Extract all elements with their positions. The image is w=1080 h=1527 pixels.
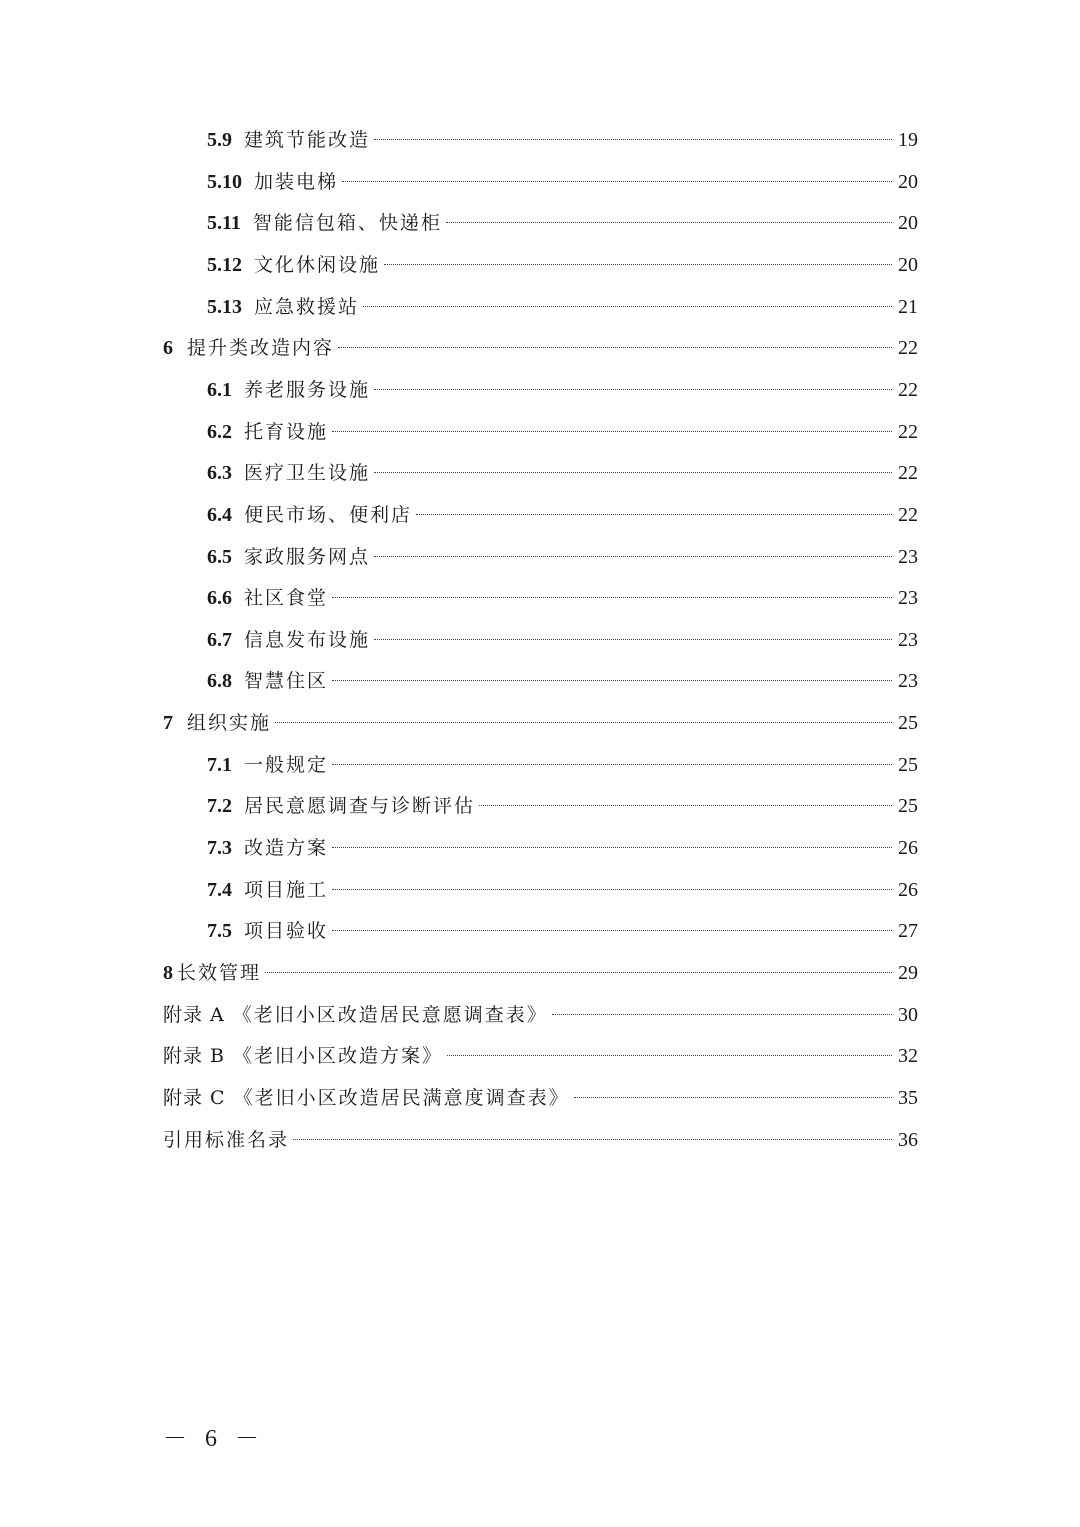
toc-entry-page: 22 bbox=[898, 420, 918, 443]
toc-entry-number: 6 bbox=[163, 337, 173, 360]
toc-entry-number: 6.5 bbox=[207, 545, 232, 568]
toc-entry-page: 29 bbox=[898, 962, 918, 984]
dot-leader bbox=[374, 639, 892, 640]
dot-leader bbox=[332, 431, 892, 432]
toc-entry-number: 5.10 bbox=[207, 170, 242, 193]
toc-entry[interactable] bbox=[207, 292, 918, 322]
toc-entry-title: 信息发布设施 bbox=[244, 628, 371, 651]
page-number: － 6 － bbox=[163, 1426, 265, 1452]
toc-entry-title: 项目施工 bbox=[244, 878, 329, 901]
dot-leader bbox=[293, 1139, 892, 1140]
toc-entry[interactable] bbox=[207, 750, 918, 780]
toc-entry[interactable] bbox=[207, 250, 918, 280]
toc-entry-title: 《老旧小区改造居民意愿调查表》 bbox=[232, 1003, 548, 1026]
toc-entry-number: 6.1 bbox=[207, 378, 232, 401]
toc-entry-page: 25 bbox=[898, 753, 918, 776]
toc-entry-page: 25 bbox=[898, 712, 918, 735]
toc-entry-title: 医疗卫生设施 bbox=[244, 462, 371, 485]
toc-entry-page: 36 bbox=[898, 1128, 918, 1151]
toc-entry-page: 26 bbox=[898, 878, 918, 901]
toc-entry-title: 提升类改造内容 bbox=[187, 337, 335, 360]
toc-entry[interactable] bbox=[207, 125, 918, 155]
toc-entry[interactable] bbox=[207, 417, 918, 447]
toc-entry-title: 《老旧小区改造居民满意度调查表》 bbox=[233, 1086, 570, 1109]
toc-entry[interactable] bbox=[207, 875, 918, 905]
toc-entry-page: 22 bbox=[898, 378, 918, 401]
dot-leader bbox=[446, 222, 892, 223]
toc-entry-page: 21 bbox=[898, 295, 918, 318]
toc-entry[interactable] bbox=[207, 583, 918, 613]
toc-entry-number: 7.5 bbox=[207, 920, 232, 943]
dot-leader bbox=[265, 972, 892, 973]
dot-leader bbox=[374, 472, 892, 473]
dot-leader bbox=[332, 847, 892, 848]
toc-entry-number: 5.12 bbox=[207, 253, 242, 276]
toc-entry[interactable] bbox=[163, 958, 918, 988]
toc-entry-title: 组织实施 bbox=[187, 712, 272, 735]
toc-entry-title: 居民意愿调查与诊断评估 bbox=[244, 795, 476, 818]
toc-entry-number: 7.1 bbox=[207, 753, 232, 776]
toc-entry[interactable] bbox=[207, 916, 918, 946]
toc-entry-title: 《老旧小区改造方案》 bbox=[233, 1045, 444, 1068]
toc-entry-title: 一般规定 bbox=[244, 753, 329, 776]
toc-entry-page: 20 bbox=[898, 253, 918, 276]
dot-leader bbox=[374, 556, 892, 557]
toc-entry[interactable] bbox=[207, 625, 918, 655]
dot-leader bbox=[416, 514, 892, 515]
toc-entry-page: 20 bbox=[898, 170, 918, 193]
toc-entry-number: 6.6 bbox=[207, 587, 232, 610]
dot-leader bbox=[447, 1055, 892, 1056]
toc-entry-number: 6.4 bbox=[207, 503, 232, 526]
dot-leader bbox=[363, 306, 892, 307]
toc-entry-page: 26 bbox=[898, 837, 918, 860]
toc-entry[interactable] bbox=[163, 333, 918, 363]
toc-entry-page: 22 bbox=[898, 462, 918, 485]
dot-leader bbox=[384, 264, 892, 265]
toc-entry[interactable] bbox=[163, 708, 918, 738]
toc-entry-title: 应急救援站 bbox=[254, 295, 360, 318]
toc-entry[interactable] bbox=[207, 791, 918, 821]
toc-entry-number: 附录 C bbox=[163, 1086, 226, 1109]
dot-leader bbox=[574, 1097, 892, 1098]
toc-entry[interactable] bbox=[163, 1125, 918, 1155]
toc-entry[interactable] bbox=[163, 1041, 918, 1071]
toc-entry-title: 便民市场、便利店 bbox=[244, 503, 413, 526]
toc-entry-page: 27 bbox=[898, 920, 918, 943]
toc-entry-number: 7.2 bbox=[207, 795, 232, 818]
toc-entry[interactable] bbox=[207, 542, 918, 572]
toc-entry-page: 22 bbox=[898, 337, 918, 360]
dot-leader bbox=[374, 389, 892, 390]
dot-leader bbox=[342, 181, 892, 182]
toc-entry-number: 附录 B bbox=[163, 1045, 226, 1068]
toc-entry-page: 23 bbox=[898, 670, 918, 693]
toc-entry[interactable] bbox=[207, 500, 918, 530]
dot-leader bbox=[332, 680, 892, 681]
toc-entry-page: 30 bbox=[898, 1003, 918, 1026]
toc-entry[interactable] bbox=[163, 1083, 918, 1113]
toc-entry-title: 建筑节能改造 bbox=[244, 129, 371, 151]
toc-entry-title: 社区食堂 bbox=[244, 587, 329, 610]
toc-entry-page: 32 bbox=[898, 1045, 918, 1068]
dot-leader bbox=[332, 597, 892, 598]
dot-leader bbox=[275, 722, 892, 723]
dot-leader bbox=[332, 764, 892, 765]
toc-entry-title: 托育设施 bbox=[244, 420, 329, 443]
toc-entry-number: 6.8 bbox=[207, 670, 232, 693]
toc-entry-title: 长效管理 bbox=[177, 962, 262, 984]
toc-entry-number: 7 bbox=[163, 712, 173, 735]
toc-entry-number: 5.13 bbox=[207, 295, 242, 318]
toc-entry[interactable] bbox=[207, 833, 918, 863]
dot-leader bbox=[552, 1014, 892, 1015]
toc-entry[interactable] bbox=[207, 167, 918, 197]
toc-entry[interactable] bbox=[163, 1000, 918, 1030]
toc-entry-title: 智能信包箱、快递柜 bbox=[252, 212, 442, 235]
toc-entry-page: 23 bbox=[898, 628, 918, 651]
toc-entry-page: 35 bbox=[898, 1086, 918, 1109]
toc-entry-number: 附录 A bbox=[163, 1003, 225, 1026]
toc-entry-page: 23 bbox=[898, 545, 918, 568]
toc-entry-title: 改造方案 bbox=[244, 837, 329, 860]
dot-leader bbox=[332, 930, 892, 931]
toc-entry-title: 养老服务设施 bbox=[244, 378, 371, 401]
toc-entry[interactable] bbox=[207, 458, 918, 488]
toc-entry-title: 加装电梯 bbox=[254, 170, 339, 193]
toc-entry[interactable] bbox=[207, 375, 918, 405]
toc-entry-title: 项目验收 bbox=[244, 920, 329, 943]
dot-leader bbox=[479, 805, 892, 806]
toc-entry-title: 家政服务网点 bbox=[244, 545, 371, 568]
toc-entry-number: 7.3 bbox=[207, 837, 232, 860]
toc-entry-page: 25 bbox=[898, 795, 918, 818]
toc-entry-title: 引用标准名录 bbox=[163, 1128, 290, 1151]
toc-entry-number: 5.11 bbox=[207, 212, 241, 235]
toc-entry-number: 7.4 bbox=[207, 878, 232, 901]
toc-entry[interactable] bbox=[207, 208, 918, 238]
toc-entry-page: 20 bbox=[898, 212, 918, 235]
dot-leader bbox=[374, 139, 892, 140]
toc-entry-page: 22 bbox=[898, 503, 918, 526]
toc-entry-title: 智慧住区 bbox=[244, 670, 329, 693]
toc-entry-number: 6.7 bbox=[207, 628, 232, 651]
dot-leader bbox=[338, 347, 892, 348]
dot-leader bbox=[332, 889, 892, 890]
toc-entry-number: 5.9 bbox=[207, 129, 232, 151]
toc-entry[interactable] bbox=[207, 666, 918, 696]
toc-entry-number: 6.2 bbox=[207, 420, 232, 443]
toc-entry-page: 19 bbox=[898, 129, 918, 151]
toc-entry-page: 23 bbox=[898, 587, 918, 610]
toc-entry-number: 6.3 bbox=[207, 462, 232, 485]
toc-entry-number: 8 bbox=[163, 962, 173, 984]
toc-entry-title: 文化休闲设施 bbox=[254, 253, 381, 276]
